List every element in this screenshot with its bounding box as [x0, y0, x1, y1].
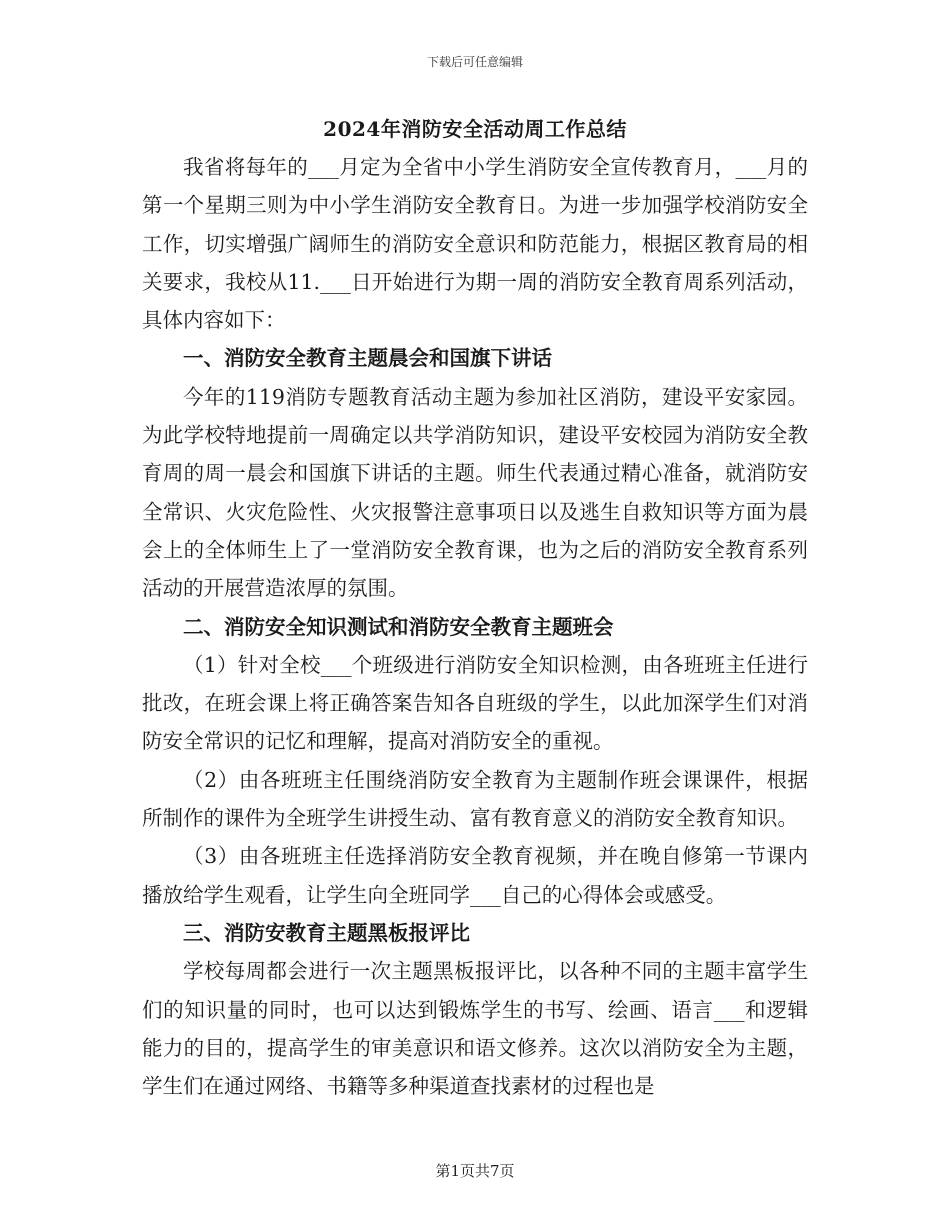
intro-paragraph: 我省将每年的___月定为全省中小学生消防安全宣传教育月，___月的第一个星期三则为中小学生消防安全教育日。为进一步加强学校消防安全工作，切实增强广阔师生的消防安全意识和防范能力，根据区教育局的相关要求，我校从11.___日开始进行为期一周的消防安全教育周系列活动，具体内容如下：: [142, 155, 808, 333]
section-3-heading: 三、消防安教育主题黑板报评比: [183, 920, 470, 945]
section-2-item-2: （2）由各班班主任围绕消防安全教育为主题制作班会课课件，根据所制作的课件为全班学生讲授生动、富有教育意义的消防安全教育知识。: [142, 767, 808, 831]
section-2-heading: 二、消防安全知识测试和消防安全教育主题班会: [183, 614, 614, 639]
header-note: 下载后可任意编辑: [426, 55, 523, 69]
page-footer: 第1页共7页: [435, 1162, 515, 1180]
section-2-item-1: （1）针对全校___个班级进行消防安全知识检测，由各班班主任进行批改，在班会课上将正确答案告知各自班级的学生，以此加深学生们对消防安全常识的记忆和理解，提高对消防安全的重视。: [142, 652, 808, 754]
section-1-paragraph: 今年的119消防专题教育活动主题为参加社区消防，建设平安家园。为此学校特地提前一周确定以共学消防知识，建设平安校园为消防安全教育周的周一晨会和国旗下讲话的主题。师生代表通过精心准备，就消防安全常识、火灾危险性、火灾报警注意事项日以及逃生自救知识等方面为晨会上的全体师生上了一堂消防安全教育课，也为之后的消防安全教育系列活动的开展营造浓厚的氛围。: [142, 384, 808, 601]
section-2-item-3: （3）由各班班主任选择消防安全教育视频，并在晚自修第一节课内播放给学生观看，让学生向全班同学___自己的心得体会或感受。: [142, 844, 808, 907]
document-title: 2024年消防安全活动周工作总结: [323, 117, 627, 141]
document-body: [142, 148, 808, 1105]
section-1-heading: 一、消防安全教育主题晨会和国旗下讲话: [183, 346, 552, 371]
section-3-paragraph: 学校每周都会进行一次主题黑板报评比，以各种不同的主题丰富学生们的知识量的同时，也可以达到锻炼学生的书写、绘画、语言___和逻辑能力的目的，提高学生的审美意识和语文修养。这次以消防安全为主题，学生们在通过网络、书籍等多种渠道查找素材的过程也是: [142, 959, 808, 1099]
